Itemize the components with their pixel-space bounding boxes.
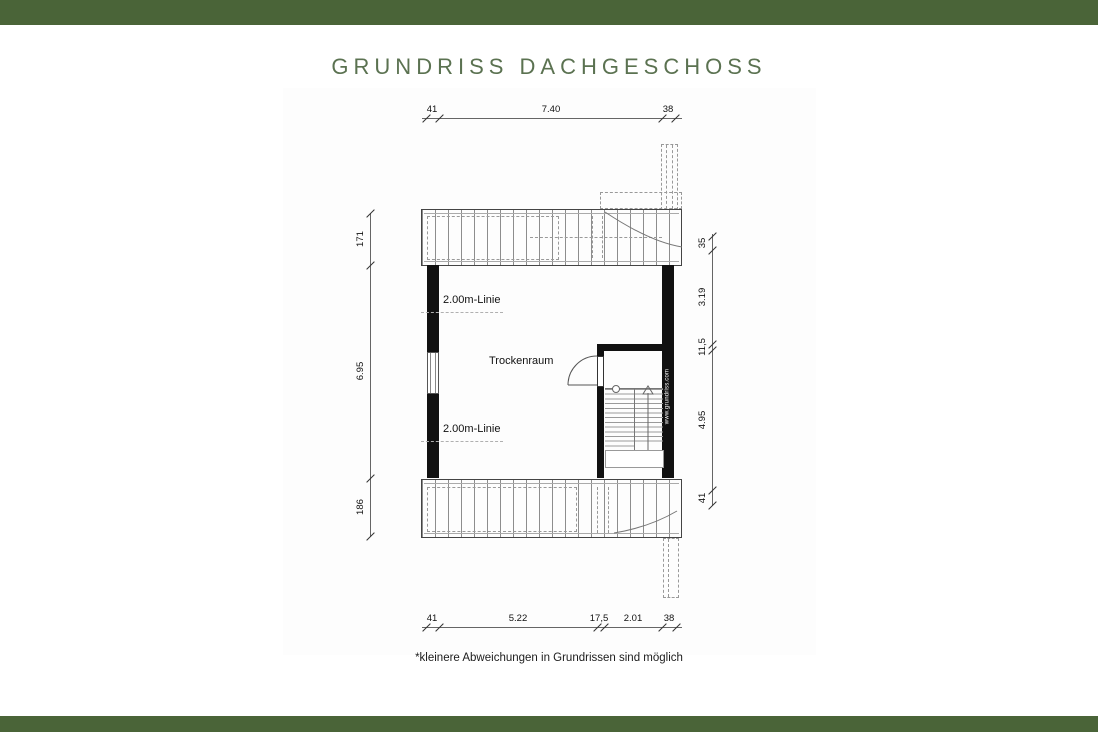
dim-label: 5.22 (508, 613, 528, 624)
stair-landing (605, 450, 664, 468)
stair-divider (634, 388, 635, 450)
exterior-wall-left-lower (427, 394, 439, 478)
dim-label: 17,5 (589, 613, 609, 624)
dim-label: 11,5 (697, 338, 708, 356)
page-title: GRUNDRISS DACHGESCHOSS (331, 54, 767, 79)
dormer-dashed-outline (600, 192, 682, 209)
bottom-bar (0, 716, 1098, 732)
dim-label: 4.95 (697, 410, 708, 430)
watermark-text: www.grundriss.com (664, 368, 671, 425)
dim-label: 41 (426, 613, 438, 624)
disclaimer-note: *kleinere Abweichungen in Grundrissen sind möglich (415, 652, 683, 664)
dim-label: 171 (355, 231, 366, 247)
dim-label: 35 (697, 237, 708, 249)
dim-line-left (370, 213, 371, 537)
dim-label: 41 (426, 104, 438, 115)
interior-wall-stair-left-lower (597, 385, 604, 478)
interior-wall-stair-left-upper (597, 344, 604, 356)
roof-dashed-area-bottom (427, 487, 577, 532)
stair-flight-left (605, 388, 634, 451)
chimney-inner-line (668, 539, 673, 597)
interior-wall-stair-top (597, 344, 665, 351)
dim-label: 38 (662, 104, 674, 115)
dim-label: 38 (663, 613, 675, 624)
room-label: Trockenraum (489, 355, 554, 367)
window-glazing-lines (430, 353, 436, 393)
window-left (427, 352, 439, 394)
stairwall-dashed-top (592, 216, 603, 258)
height-line-top (421, 312, 503, 313)
dim-line-bottom (422, 627, 682, 628)
dim-label: 186 (355, 499, 366, 515)
door-leaf (597, 356, 604, 387)
chimney-dashed-bottom (663, 538, 679, 598)
stairwall-dashed-bottom (597, 487, 609, 533)
roof-dashed-area-top (427, 216, 559, 260)
dim-label: 2.01 (623, 613, 643, 624)
dim-line-right (712, 234, 713, 506)
dim-label: 41 (697, 492, 708, 504)
height-line-bottom (421, 441, 503, 442)
dim-label: 7.40 (541, 104, 561, 115)
dim-label: 6.95 (355, 361, 366, 381)
height-line-label-bottom: 2.00m-Linie (443, 423, 501, 435)
dim-label: 3.19 (697, 287, 708, 307)
stair-flight-right (634, 388, 663, 445)
exterior-wall-left-upper (427, 265, 439, 352)
top-bar (0, 0, 1098, 25)
dim-line-top (422, 118, 682, 119)
height-line-label-top: 2.00m-Linie (443, 294, 501, 306)
